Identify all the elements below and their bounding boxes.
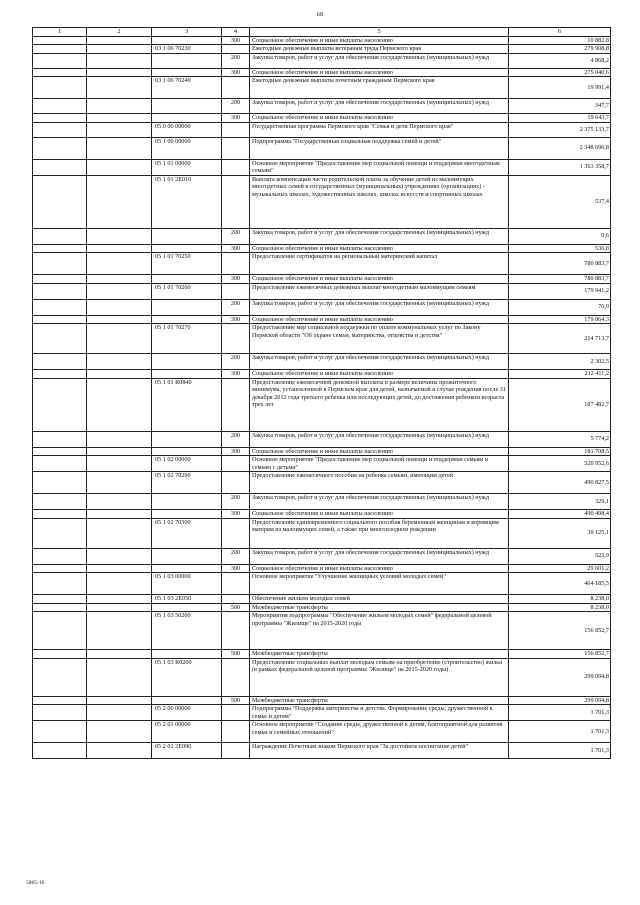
cell-expense-type: 300 [222, 315, 250, 324]
cell-col2 [87, 612, 152, 650]
cell-col2 [87, 456, 152, 472]
cell-amount: 275 040,6 [509, 68, 611, 77]
cell-expense-type [222, 159, 250, 175]
cell-amount: 279 908,8 [509, 45, 611, 54]
cell-expense-type: 200 [222, 548, 250, 564]
cell-expense-type [222, 77, 250, 99]
cell-expense-type: 300 [222, 510, 250, 519]
cell-code: 03 1 06 70230 [152, 45, 222, 54]
table-row [33, 122, 611, 137]
cell-name: Предоставление ежемесячной денежной выплаты в размере величины прожиточного минимума, установленной в Пермском крае для детей, назначаемой в случае рождения после 31 декабря 2012 года третьего ребенка или последующих детей, до достижения ребенком возраста трех лет [250, 378, 509, 431]
cell-col2 [87, 650, 152, 659]
table-row [33, 324, 611, 354]
cell-col1 [33, 99, 87, 114]
cell-code [152, 315, 222, 324]
cell-expense-type: 300 [222, 36, 250, 45]
cell-col2 [87, 275, 152, 284]
cell-amount: 29 601,2 [509, 564, 611, 573]
table-row [33, 175, 611, 228]
cell-amount: 2 348 696,8 [509, 137, 611, 159]
cell-col2 [87, 354, 152, 370]
cell-col1 [33, 175, 87, 228]
cell-col1 [33, 705, 87, 721]
table-row [33, 518, 611, 548]
header-cell-2: 2 [87, 28, 152, 37]
budget-table [32, 27, 611, 759]
cell-code [152, 299, 222, 315]
cell-code [152, 510, 222, 519]
cell-amount: 8 238,0 [509, 595, 611, 604]
table-row [33, 447, 611, 456]
table-row [33, 743, 611, 759]
cell-code [152, 564, 222, 573]
cell-col2 [87, 494, 152, 510]
cell-col2 [87, 99, 152, 114]
table-row [33, 370, 611, 379]
header-cell-1: 1 [33, 28, 87, 37]
table-row [33, 99, 611, 114]
table-row [33, 354, 611, 370]
cell-name: Предоставление социальных выплат молодым семьям на приобретение (строительство) жилья (в рамках федеральной целевой программы "Жилище" на 2015-2020 годы) [250, 658, 509, 696]
cell-amount: 181 708,5 [509, 447, 611, 456]
cell-name: Закупка товаров, работ и услуг для обеспечения государственных (муниципальных) нужд [250, 548, 509, 564]
cell-expense-type [222, 137, 250, 159]
cell-expense-type: 300 [222, 244, 250, 253]
cell-expense-type [222, 324, 250, 354]
table-row [33, 595, 611, 604]
cell-code [152, 36, 222, 45]
cell-amount: 214 713,7 [509, 324, 611, 354]
cell-code: 05 1 01 2E010 [152, 175, 222, 228]
cell-name: Закупка товаров, работ и услуг для обеспечения государственных (муниципальных) нужд [250, 494, 509, 510]
cell-expense-type [222, 518, 250, 548]
cell-code: 05 1 02 70290 [152, 472, 222, 494]
cell-name: Межбюджетные трансферты [250, 696, 509, 705]
cell-name: Социальное обеспечение и иные выплаты населению [250, 447, 509, 456]
cell-amount: 5 774,2 [509, 431, 611, 447]
cell-col1 [33, 244, 87, 253]
cell-expense-type [222, 705, 250, 721]
cell-col1 [33, 721, 87, 743]
table-row [33, 431, 611, 447]
cell-col1 [33, 53, 87, 68]
cell-name: Государственная программа Пермского края "Семья и дети Пермского края" [250, 122, 509, 137]
cell-col2 [87, 77, 152, 99]
cell-name: Социальное обеспечение и иные выплаты населению [250, 510, 509, 519]
cell-col2 [87, 137, 152, 159]
header-cell-6: 6 [509, 28, 611, 37]
cell-expense-type [222, 573, 250, 595]
table-row [33, 378, 611, 431]
table-row [33, 36, 611, 45]
cell-name: Закупка товаров, работ и услуг для обеспечения государственных (муниципальных) нужд [250, 53, 509, 68]
cell-name: Основное мероприятие "Предоставление мер социальной помощи и поддержки семьям и семьям с детьми" [250, 456, 509, 472]
cell-name: Подпрограмма "Государственная социальная поддержка семей и детей" [250, 137, 509, 159]
cell-col2 [87, 244, 152, 253]
table-row [33, 244, 611, 253]
cell-col1 [33, 253, 87, 275]
cell-col2 [87, 159, 152, 175]
cell-code: 05 1 03 2E050 [152, 595, 222, 604]
table-row [33, 275, 611, 284]
cell-amount: 780 883,7 [509, 275, 611, 284]
table-row [33, 472, 611, 494]
cell-col2 [87, 518, 152, 548]
cell-code [152, 650, 222, 659]
cell-name: Социальное обеспечение и иные выплаты населению [250, 315, 509, 324]
cell-col1 [33, 658, 87, 696]
cell-amount: 2 302,5 [509, 354, 611, 370]
cell-amount: 187 482,7 [509, 378, 611, 431]
cell-name: Социальное обеспечение и иные выплаты населению [250, 36, 509, 45]
cell-name: Подпрограмма "Поддержка материнства и детства. Формирование среды, дружественной к семье и детям" [250, 705, 509, 721]
cell-code: 05 1 01 R0840 [152, 378, 222, 431]
table-row [33, 283, 611, 299]
cell-col1 [33, 324, 87, 354]
cell-col2 [87, 705, 152, 721]
cell-col1 [33, 122, 87, 137]
cell-col2 [87, 564, 152, 573]
cell-amount: 1 363 358,7 [509, 159, 611, 175]
cell-code [152, 244, 222, 253]
cell-code [152, 99, 222, 114]
cell-code: 05 2 01 00000 [152, 721, 222, 743]
cell-amount: 2 375 133,7 [509, 122, 611, 137]
cell-expense-type: 500 [222, 650, 250, 659]
cell-expense-type [222, 595, 250, 604]
cell-col1 [33, 370, 87, 379]
cell-name: Награждение Почетным знаком Пермского края "За достойное воспитание детей" [250, 743, 509, 759]
cell-col2 [87, 315, 152, 324]
cell-name: Социальное обеспечение и иные выплаты населению [250, 275, 509, 284]
cell-col2 [87, 324, 152, 354]
cell-col1 [33, 114, 87, 123]
cell-col1 [33, 137, 87, 159]
cell-col2 [87, 510, 152, 519]
cell-name: Предоставление единовременного социального пособия беременным женщинам и кормящим матерям из малоимущих семей, а также при многоплодном рождении [250, 518, 509, 548]
cell-amount: 1 701,3 [509, 721, 611, 743]
table-row [33, 45, 611, 54]
table-row [33, 315, 611, 324]
cell-col2 [87, 431, 152, 447]
cell-code [152, 447, 222, 456]
cell-name: Предоставление сертификатов на региональный материнский капитал [250, 253, 509, 275]
cell-expense-type [222, 175, 250, 228]
cell-name: Межбюджетные трансферты [250, 650, 509, 659]
cell-expense-type [222, 612, 250, 650]
cell-amount: 19 643,7 [509, 114, 611, 123]
cell-col2 [87, 253, 152, 275]
cell-name: Предоставление ежемесячного пособия на ребенка семьям, имеющим детей [250, 472, 509, 494]
cell-code: 05 1 03 50200 [152, 612, 222, 650]
cell-code [152, 354, 222, 370]
cell-expense-type: 200 [222, 494, 250, 510]
cell-col1 [33, 650, 87, 659]
cell-amount: 347,7 [509, 99, 611, 114]
cell-amount: 299 094,8 [509, 696, 611, 705]
cell-col2 [87, 721, 152, 743]
cell-col2 [87, 378, 152, 431]
cell-col2 [87, 228, 152, 244]
table-row [33, 548, 611, 564]
cell-expense-type [222, 122, 250, 137]
cell-code: 05 1 01 70250 [152, 253, 222, 275]
table-row [33, 650, 611, 659]
cell-expense-type: 200 [222, 354, 250, 370]
cell-col2 [87, 603, 152, 612]
cell-code: 03 1 06 70240 [152, 77, 222, 99]
cell-name: Выплата компенсации части родительской платы за обучение детей из малоимущих многодетных семей в государственных (муниципальных) учреждениях (организациях) - музыкальных школах, художественных школах, школах искусств и спортивных школах [250, 175, 509, 228]
cell-amount: 490 498,4 [509, 510, 611, 519]
cell-col1 [33, 548, 87, 564]
table-row [33, 658, 611, 696]
cell-col2 [87, 68, 152, 77]
cell-expense-type: 300 [222, 275, 250, 284]
cell-col1 [33, 36, 87, 45]
cell-name: Ежегодные денежные выплаты ветеранам труда Пермского края [250, 45, 509, 54]
cell-amount: 156 852,7 [509, 650, 611, 659]
cell-amount: 8 238,0 [509, 603, 611, 612]
cell-name: Основное мероприятие "Создание среды, дружественной к детям, благоприятной для развития семьи и семейных отношений" [250, 721, 509, 743]
cell-code [152, 494, 222, 510]
cell-col1 [33, 378, 87, 431]
header-cell-4: 4 [222, 28, 250, 37]
cell-col1 [33, 315, 87, 324]
cell-code [152, 431, 222, 447]
cell-code: 05 1 03 R0200 [152, 658, 222, 696]
table-row [33, 253, 611, 275]
cell-amount: 464 185,5 [509, 573, 611, 595]
cell-col2 [87, 595, 152, 604]
cell-name: Социальное обеспечение и иные выплаты населению [250, 114, 509, 123]
cell-code [152, 696, 222, 705]
cell-amount: 4 868,2 [509, 53, 611, 68]
cell-amount: 179 864,3 [509, 315, 611, 324]
cell-col1 [33, 494, 87, 510]
cell-name: Предоставление ежемесячных денежных выплат многодетным малоимущим семьям [250, 283, 509, 299]
cell-col1 [33, 159, 87, 175]
cell-code: 05 1 03 00000 [152, 573, 222, 595]
cell-col1 [33, 447, 87, 456]
cell-col1 [33, 456, 87, 472]
cell-expense-type: 300 [222, 114, 250, 123]
cell-col1 [33, 431, 87, 447]
table-row [33, 114, 611, 123]
cell-name: Закупка товаров, работ и услуг для обеспечения государственных (муниципальных) нужд [250, 354, 509, 370]
table-row [33, 573, 611, 595]
cell-expense-type: 300 [222, 68, 250, 77]
cell-col2 [87, 658, 152, 696]
cell-code: 05 1 01 00000 [152, 159, 222, 175]
cell-code [152, 114, 222, 123]
cell-name: Закупка товаров, работ и услуг для обеспечения государственных (муниципальных) нужд [250, 99, 509, 114]
cell-expense-type [222, 283, 250, 299]
cell-col1 [33, 299, 87, 315]
cell-col2 [87, 45, 152, 54]
table-row [33, 612, 611, 650]
cell-amount: 520 952,6 [509, 456, 611, 472]
cell-col1 [33, 573, 87, 595]
cell-col1 [33, 612, 87, 650]
table-row [33, 721, 611, 743]
cell-code [152, 53, 222, 68]
cell-amount: 1 701,3 [509, 705, 611, 721]
table-row [33, 228, 611, 244]
cell-col2 [87, 548, 152, 564]
cell-expense-type [222, 721, 250, 743]
cell-code: 05 2 00 00000 [152, 705, 222, 721]
cell-col1 [33, 510, 87, 519]
cell-name: Обеспечение жильем молодых семей [250, 595, 509, 604]
cell-expense-type [222, 253, 250, 275]
cell-expense-type [222, 456, 250, 472]
cell-col1 [33, 603, 87, 612]
cell-col1 [33, 696, 87, 705]
cell-name: Социальное обеспечение и иные выплаты населению [250, 68, 509, 77]
cell-code: 05 0 00 00000 [152, 122, 222, 137]
cell-col2 [87, 175, 152, 228]
cell-name: Закупка товаров, работ и услуг для обеспечения государственных (муниципальных) нужд [250, 431, 509, 447]
cell-name: Основное мероприятие "Улучшение жилищных условий молодых семей" [250, 573, 509, 595]
cell-col1 [33, 564, 87, 573]
cell-name: Основное мероприятие "Предоставление мер социальной помощи и поддержки многодетным семьям" [250, 159, 509, 175]
cell-amount: 299 094,8 [509, 658, 611, 696]
table-row [33, 603, 611, 612]
table-row [33, 456, 611, 472]
table-row [33, 564, 611, 573]
table-row [33, 299, 611, 315]
cell-amount: 536,8 [509, 244, 611, 253]
cell-expense-type: 300 [222, 447, 250, 456]
header-cell-3: 3 [152, 28, 222, 37]
cell-expense-type: 300 [222, 370, 250, 379]
cell-amount: 30 125,1 [509, 518, 611, 548]
cell-col1 [33, 743, 87, 759]
cell-col2 [87, 696, 152, 705]
cell-amount: 523,9 [509, 548, 611, 564]
cell-code [152, 603, 222, 612]
page-number: 68 [316, 12, 324, 18]
cell-col1 [33, 595, 87, 604]
table-row [33, 510, 611, 519]
cell-col1 [33, 228, 87, 244]
cell-col1 [33, 354, 87, 370]
cell-col1 [33, 472, 87, 494]
cell-expense-type: 500 [222, 603, 250, 612]
cell-expense-type [222, 658, 250, 696]
cell-name: Закупка товаров, работ и услуг для обеспечения государственных (муниципальных) нужд [250, 228, 509, 244]
cell-expense-type [222, 472, 250, 494]
cell-expense-type: 200 [222, 228, 250, 244]
cell-expense-type: 500 [222, 696, 250, 705]
table-row [33, 53, 611, 68]
cell-amount: 156 852,7 [509, 612, 611, 650]
cell-col1 [33, 68, 87, 77]
cell-col1 [33, 283, 87, 299]
cell-code: 05 1 02 00000 [152, 456, 222, 472]
table-body [33, 36, 611, 759]
cell-code [152, 228, 222, 244]
cell-amount: 179 941,2 [509, 283, 611, 299]
table-row [33, 696, 611, 705]
cell-expense-type: 200 [222, 99, 250, 114]
table-row [33, 494, 611, 510]
footer-code: 5865-16 [26, 880, 45, 886]
cell-amount: 19 991,4 [509, 77, 611, 99]
cell-col1 [33, 518, 87, 548]
table-header-row [33, 28, 611, 37]
cell-amount: 1 701,3 [509, 743, 611, 759]
cell-code: 05 1 01 70270 [152, 324, 222, 354]
cell-name: Социальное обеспечение и иные выплаты населению [250, 244, 509, 253]
cell-amount: 76,9 [509, 299, 611, 315]
cell-col1 [33, 77, 87, 99]
cell-code [152, 548, 222, 564]
cell-code [152, 275, 222, 284]
cell-code: 05 1 01 70260 [152, 283, 222, 299]
cell-col2 [87, 370, 152, 379]
cell-code: 05 1 00 00000 [152, 137, 222, 159]
cell-amount: 212 411,2 [509, 370, 611, 379]
cell-expense-type [222, 378, 250, 431]
cell-col2 [87, 114, 152, 123]
table-row [33, 705, 611, 721]
cell-expense-type [222, 45, 250, 54]
cell-amount: 10 882,8 [509, 36, 611, 45]
cell-expense-type: 200 [222, 431, 250, 447]
cell-expense-type: 200 [222, 299, 250, 315]
cell-expense-type [222, 743, 250, 759]
cell-amount: 537,4 [509, 175, 611, 228]
cell-amount: 780 883,7 [509, 253, 611, 275]
cell-col2 [87, 447, 152, 456]
cell-amount: 0,6 [509, 228, 611, 244]
cell-col1 [33, 275, 87, 284]
cell-expense-type: 200 [222, 53, 250, 68]
cell-code [152, 68, 222, 77]
table-row [33, 68, 611, 77]
table-row [33, 137, 611, 159]
cell-col1 [33, 45, 87, 54]
cell-col2 [87, 53, 152, 68]
cell-amount: 490 827,5 [509, 472, 611, 494]
cell-amount: 329,1 [509, 494, 611, 510]
cell-name: Социальное обеспечение и иные выплаты населению [250, 564, 509, 573]
cell-col2 [87, 299, 152, 315]
table-row [33, 159, 611, 175]
header-cell-5: 5 [250, 28, 509, 37]
cell-expense-type: 300 [222, 564, 250, 573]
cell-name: Предоставление мер социальной поддержки по оплате коммунальных услуг по Закону Пермской области "Об охране семьи, материнства, отцовства и детства" [250, 324, 509, 354]
cell-name: Ежегодные денежные выплаты почетным гражданам Пермского края [250, 77, 509, 99]
cell-code [152, 370, 222, 379]
cell-col2 [87, 36, 152, 45]
table-row [33, 77, 611, 99]
cell-col2 [87, 573, 152, 595]
cell-col2 [87, 283, 152, 299]
cell-code: 05 1 02 70300 [152, 518, 222, 548]
cell-name: Закупка товаров, работ и услуг для обеспечения государственных (муниципальных) нужд [250, 299, 509, 315]
cell-code: 05 2 01 2E090 [152, 743, 222, 759]
cell-col2 [87, 743, 152, 759]
cell-name: Межбюджетные трансферты [250, 603, 509, 612]
cell-name: Мероприятия подпрограммы "Обеспечение жильем молодых семей" федеральной целевой программы "Жилище" на 2015-2020 годы [250, 612, 509, 650]
cell-col2 [87, 122, 152, 137]
cell-name: Социальное обеспечение и иные выплаты населению [250, 370, 509, 379]
cell-col2 [87, 472, 152, 494]
